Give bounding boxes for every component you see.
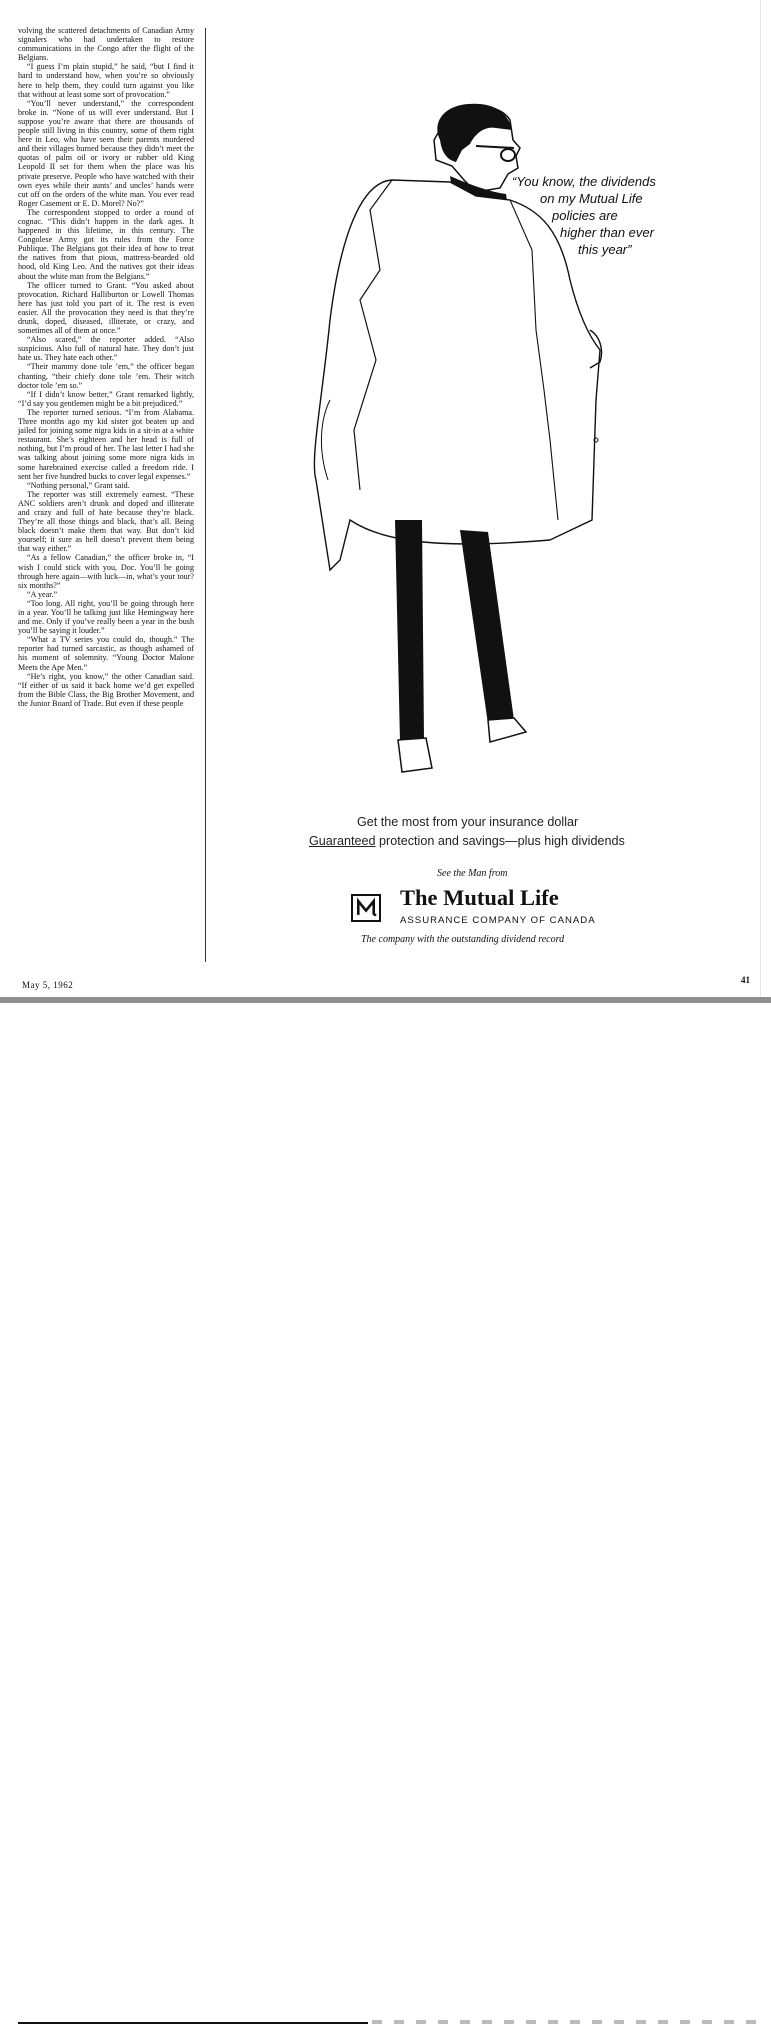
dividend-record-line: The company with the outstanding dividend record [361,934,565,945]
next-page-text-fragment [372,2020,762,2024]
quote-line: “You know, the dividends [512,174,656,189]
article-paragraph: The reporter was still extremely earnest. “These ANC soldiers aren’t drunk and doped and illiterate and crazy and full of hate because they’re black. They’re all those things and black, that’s all. Being black doesn’t make them that way. But don’t kid yourself; it sure as hell doesn’t prevent them being that way either.” [18,489,194,554]
article-paragraph: “Nothing personal,” Grant said. [27,480,130,490]
article-paragraph: The correspondent stopped to order a round of cognac. “This didn’t happen in the dark ages. It happened in this lifetime, in this century. The Congolese Army got its rules from the Force Publique. The Belgians got their idea of how to treat the natives from that pious, mattress-bearded old hood, old King Leo. And the natives got their ideas about the white man from the Belgians.” [18,207,194,281]
quote-line: higher than ever [560,225,654,240]
speech-quote [512,173,682,258]
quote-line: on my Mutual Life [540,191,643,206]
magazine-page [0,0,761,1000]
article-paragraph: The officer turned to Grant. “You asked about provocation. Richard Halliburton or Lowell Thomas here has just told you part of it. The rest is even easier. All the provocation they need is that they’re drunk, doped, diseased, illiterate, or crazy, and sometimes all of them at once.” [18,280,194,336]
article-paragraph: “If I didn’t know better,” Grant remarked lightly, “I’d say you gentlemen might be a bit prejudiced.” [18,389,194,408]
article-column [18,26,194,708]
article-paragraph: “What a TV series you could do, though.” The reporter had turned sarcastic, as though ashamed of his moment of solemnity. “Young Doctor Malone Meets the Ape Men.” [18,635,194,672]
tagline-rest: protection and savings—plus high dividends [375,834,625,848]
see-the-man-line: See the Man from [437,868,508,879]
ad-tagline-primary: Get the most from your insurance dollar [357,815,579,829]
next-page-edge [0,1003,771,1023]
article-paragraph: “He’s right, you know,” the other Canadian said. “If either of us said it back home we’d get expelled from the Bible Class, the Big Brother Movement, and the Junior Board of Trade. But even if these people [18,671,194,708]
brand-name: The Mutual Life [400,885,559,910]
article-paragraph: “Also scared,” the reporter added. “Also suspicious. Also full of natural hate. They don’t just hate us. They hate each other.” [18,335,194,363]
article-paragraph: volving the scattered detachments of Canadian Army signalers who had undertaken to restore communications in the Congo after the flight of the Belgians. [18,26,194,63]
mutual-life-logo-icon [351,894,381,922]
quote-line: policies are [552,208,618,223]
company-line: ASSURANCE COMPANY OF CANADA [400,915,596,926]
article-paragraph: “Their mammy done tole ’em,” the officer began chanting, “their chiefy done tole ’em. Their witch doctor tole ’em so.” [18,362,194,390]
article-paragraph: “Too long. All right, you’ll be going through here in a year. You’ll be talking just like Hemingway here and me. Only if you’ve really been a year in the bush you’ll be saying it louder.” [18,598,194,636]
article-paragraph: “A year.” [27,589,58,599]
page-number: 41 [741,975,750,985]
article-paragraph: “As a fellow Canadian,” the officer broke in, “I wish I could stick with you, Doc. You’ll be going through here again—with luck—in, what’s your tour? six months?” [18,553,194,590]
issue-date: May 5, 1962 [22,980,74,990]
article-paragraph: “I guess I’m plain stupid,” he said, “but I find it hard to understand how, when you’re so obviously here to help them, they could turn against you like that without at least some sort of provocation.” [18,62,194,99]
article-paragraph: The reporter turned serious. “I’m from Alabama. Three months ago my kid sister got beaten up and jailed for joining some nigra kids in a sit-in at a white restaurant. She’s eighteen and her head is full of nothing, but I’m proud of her. The last letter I had she was talking about joining some more nigra kids in some harebrained exercise called a freedom ride. I sent her five hundred bucks to cover legal expenses.” [18,407,194,481]
article-paragraph: “You’ll never understand,” the correspondent broke in. “None of us will ever understand. But I suppose you’re aware that there are thousands of people still living in this country, some of them right here in Leo, who have seen their parents murdered and their villages burned because they didn’t meet the quotas of palm oil or ivory or rubber old King Leopold II set for them when the place was his private preserve. People who have watched with their own eyes while their aunts’ and uncles’ hands were cut off on the orders of the white man. You ever read Roger Casement or E. D. Morel? No?” [18,98,194,208]
guaranteed-word: Guaranteed [309,834,376,848]
column-divider [205,28,206,962]
ad-tagline-secondary [309,834,625,848]
quote-line: this year” [578,242,632,257]
